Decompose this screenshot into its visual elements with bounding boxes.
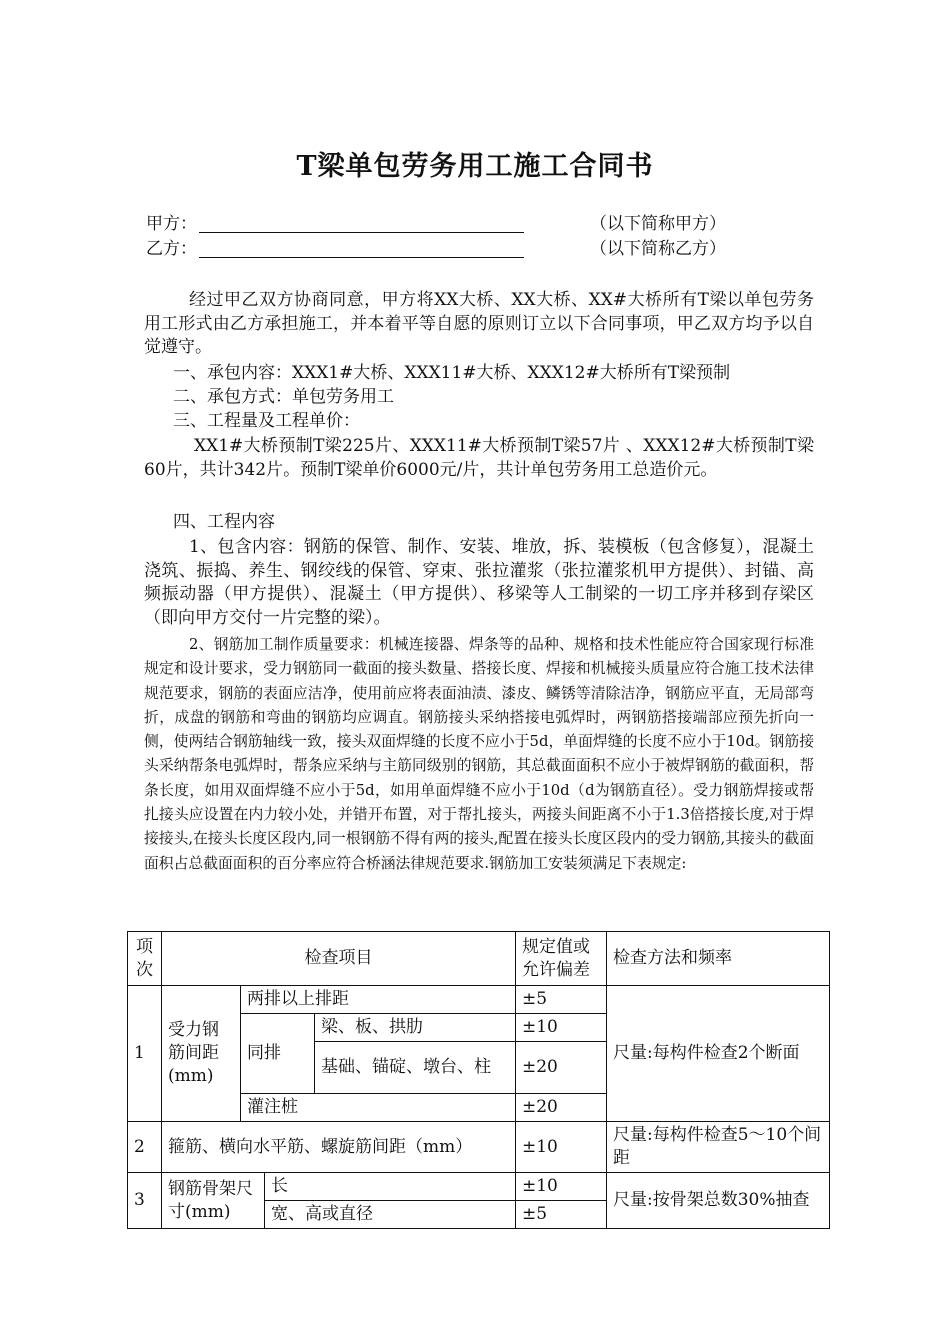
row1-sub1-name: 两排以上排距 [241, 986, 516, 1014]
row2-value: ±10 [516, 1122, 607, 1173]
row3-group: 钢筋骨架尺寸(mm) [162, 1173, 265, 1229]
party-b-line [146, 237, 726, 261]
row1-sub3-value: ±20 [516, 1042, 607, 1094]
party-b-label: 乙方： [146, 239, 197, 259]
row3-sub2-name: 宽、高或直径 [265, 1201, 516, 1229]
row1-sub2-name: 梁、板、拱肋 [315, 1014, 516, 1042]
row1-no: 1 [128, 986, 162, 1122]
row1-sub4-value: ±20 [516, 1094, 607, 1122]
section-1: 一、承包内容：XXX1#大桥、XXX11#大桥、XXX12#大桥所有T梁预制 [173, 363, 731, 383]
section-3: 三、工程量及工程单价： [173, 411, 360, 431]
party-a-label: 甲方： [146, 214, 197, 234]
party-b-note: （以下简称乙方） [590, 239, 726, 259]
header-method: 检查方法和频率 [607, 932, 830, 986]
row1-group: 受力钢筋间距(mm) [162, 986, 241, 1122]
header-item: 检查项目 [162, 932, 516, 986]
party-a-note: （以下简称甲方） [590, 214, 726, 234]
party-a-line [146, 212, 726, 236]
row3-sub2-value: ±5 [516, 1201, 607, 1229]
intro-paragraph: 经过甲乙双方协商同意，甲方将XX大桥、XX大桥、XX#大桥所有T梁以单包劳务用工形式由乙方承担施工，并本着平等自愿的原则订立以下合同事项，甲乙双方均予以自觉遵守。 [144, 290, 814, 357]
item-1-paragraph: 1、包含内容：钢筋的保管、制作、安装、堆放，拆、装模板（包含修复），混凝土浇筑、振捣、养生、钢绞线的保管、穿束、张拉灌浆（张拉灌浆机甲方提供）、封锚、高频振动器（甲方提供）、混凝土（甲方提供）、移梁等人工制梁的一切工序并移到存梁区（即向甲方交付一片完整的梁）。 [144, 537, 814, 628]
row3-no: 3 [128, 1173, 162, 1229]
row1-method: 尺量:每构件检查2个断面 [607, 986, 830, 1122]
table-row [128, 1122, 830, 1173]
row1-sub3-name: 基础、锚碇、墩台、柱 [315, 1042, 516, 1094]
header-tolerance: 规定值或允许偏差 [516, 932, 607, 986]
row2-method: 尺量:每构件检查5～10个间距 [607, 1122, 830, 1173]
row1-sub1-value: ±5 [516, 986, 607, 1014]
party-a-blank [199, 214, 524, 233]
row3-sub1-value: ±10 [516, 1173, 607, 1201]
row2-no: 2 [128, 1122, 162, 1173]
section-3-body: XX1#大桥预制T梁225片、XXX11#大桥预制T梁57片 、XXX12#大桥预制T梁60片，共计342片。预制T梁单价6000元/片，共计单包劳务用工总造价元。 [144, 436, 814, 480]
spec-table [127, 931, 830, 1229]
section-2: 二、承包方式：单包劳务用工 [173, 387, 394, 407]
item-2-paragraph: 2、钢筋加工制作质量要求：机械连接器、焊条等的品种、规格和技术性能应符合国家现行标准规定和设计要求，受力钢筋同一截面的接头数量、搭接长度、焊接和机械接头质量应符合施工技术法律规范要求，钢筋的表面应洁净，使用前应将表面油渍、漆皮、鳞锈等清除洁净，钢筋应平直，无局部弯折，成盘的钢筋和弯曲的钢筋均应调直。钢筋接头采纳搭接电弧焊时，两钢筋搭接端部应预先折向一侧，使两结合钢筋轴线一致，接头双面焊缝的长度不应小于5d，单面焊缝的长度不应小于10d。钢筋接头采纳帮条电弧焊时，帮条应采纳与主筋同级别的钢筋，其总截面面积不应小于被焊钢筋的截面积，帮条长度，如用双面焊缝不应小于5d，如用单面焊缝不应小于10d（d为钢筋直径）。受力钢筋焊接或帮扎接头应设置在内力较小处，并错开布置，对于帮扎接头，两接头间距离不小于1.3倍搭接长度,对于焊接接头,在接头长度区段内,同一根钢筋不得有两的接头,配置在接头长度区段内的受力钢筋,其接头的截面面积占总截面面积的百分率应符合桥涵法律规范要求.钢筋加工安装须满足下表规定: [144, 636, 814, 872]
row2-name: 箍筋、横向水平筋、螺旋筋间距（mm） [162, 1122, 516, 1173]
table-header-row [128, 932, 830, 986]
header-no: 项次 [128, 932, 162, 986]
row1-sub2-value: ±10 [516, 1014, 607, 1042]
party-b-blank [199, 239, 524, 258]
section-4: 四、工程内容 [173, 512, 275, 532]
row1-same-row-label: 同排 [241, 1014, 315, 1094]
document-title: T梁单包劳务用工施工合同书 [296, 151, 654, 182]
table-row [128, 986, 830, 1014]
row3-sub1-name: 长 [265, 1173, 516, 1201]
row1-sub4-name: 灌注桩 [241, 1094, 516, 1122]
row3-method: 尺量:按骨架总数30%抽查 [607, 1173, 830, 1229]
table-row [128, 1173, 830, 1201]
